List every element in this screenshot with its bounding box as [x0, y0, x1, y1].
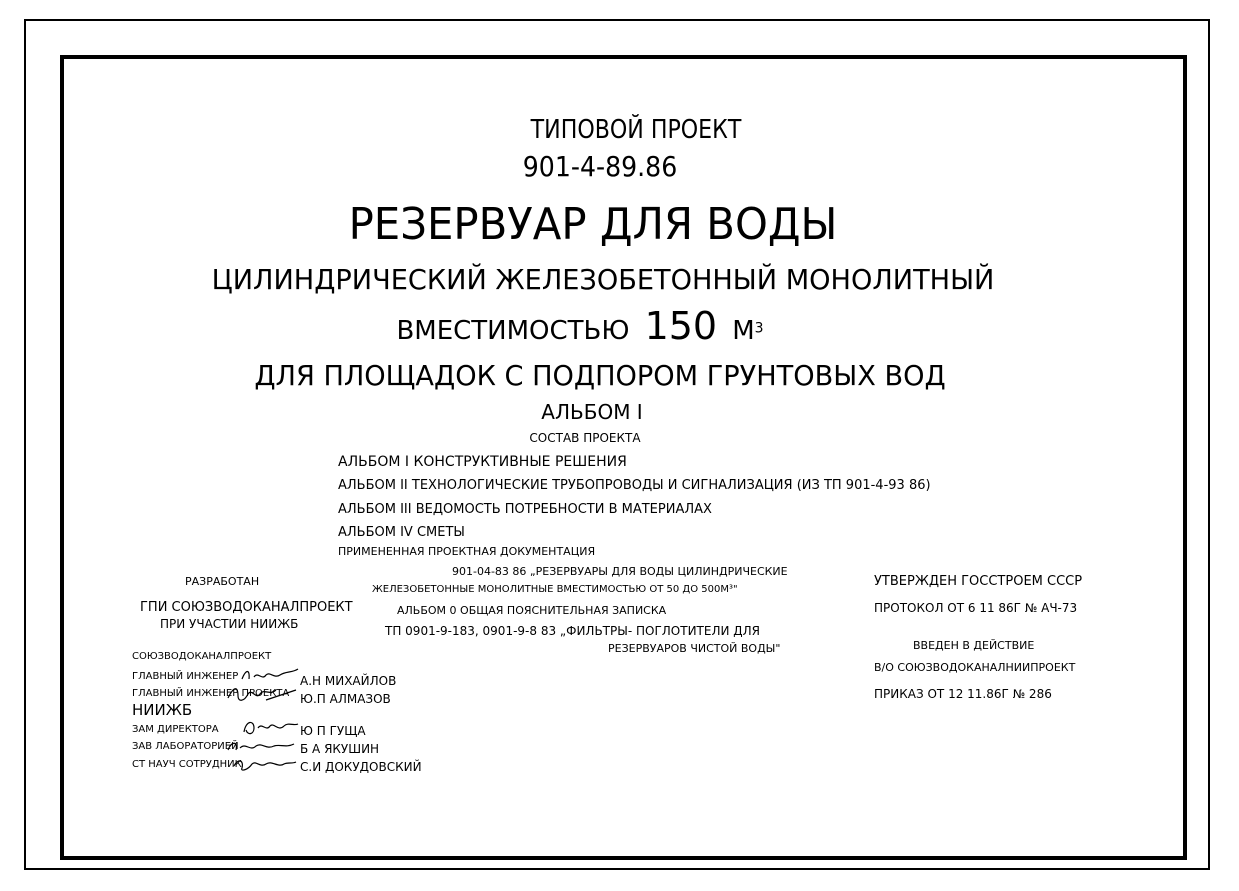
album-item-1: АЛЬБОМ I КОНСТРУКТИВНЫЕ РЕШЕНИЯ: [338, 454, 627, 470]
capacity-value: 150: [644, 304, 718, 348]
signature-5: [232, 754, 298, 774]
signatory-name-1: А.Н МИХАЙЛОВ: [300, 674, 397, 688]
applied-doc-line-1: 901-04-83 86 „РЕЗЕРВУАРЫ ДЛЯ ВОДЫ ЦИЛИНДРИЧЕСКИЕ: [452, 565, 788, 578]
applied-doc-line-4: ТП 0901-9-183, 0901-9-8 83 „ФИЛЬТРЫ- ПОГЛОТИТЕЛИ ДЛЯ: [385, 624, 761, 638]
applied-docs-heading: ПРИМЕНЕННАЯ ПРОЕКТНАЯ ДОКУМЕНТАЦИЯ: [338, 545, 596, 558]
applied-doc-line-3: АЛЬБОМ 0 ОБЩАЯ ПОЯСНИТЕЛЬНАЯ ЗАПИСКА: [397, 604, 667, 617]
subtitle-line-3: ДЛЯ ПЛОЩАДОК С ПОДПОРОМ ГРУНТОВЫХ ВОД: [254, 359, 946, 392]
capacity-unit-sup: 3: [754, 320, 764, 337]
album-item-2: АЛЬБОМ II ТЕХНОЛОГИЧЕСКИЕ ТРУБОПРОВОДЫ И СИГНАЛИЗАЦИЯ (ИЗ ТП 901-4-93 86): [338, 478, 931, 493]
capacity-unit: М: [732, 316, 755, 346]
approval-line-5: ПРИКАЗ ОТ 12 11.86Г № 286: [874, 687, 1052, 701]
album-item-4: АЛЬБОМ IV СМЕТЫ: [338, 525, 465, 540]
capacity-line: [396, 304, 764, 348]
signature-2: [226, 682, 298, 706]
developer-participation: ПРИ УЧАСТИИ НИИЖБ: [160, 617, 299, 631]
signatory-role-3: ЗАМ ДИРЕКТОРА: [132, 724, 219, 735]
subtitle-line-1: ЦИЛИНДРИЧЕСКИЙ ЖЕЛЕЗОБЕТОННЫЙ МОНОЛИТНЫЙ: [211, 263, 995, 296]
album-label: АЛЬБОМ I: [541, 400, 643, 424]
approval-line-3: ВВЕДЕН В ДЕЙСТВИЕ: [913, 639, 1035, 652]
signatory-name-3: Ю П ГУЩА: [300, 724, 366, 738]
signatory-role-2: ГЛАВНЫЙ ИНЖЕНЕР ПРОЕКТА: [132, 688, 290, 699]
applied-doc-line-2: ЖЕЛЕЗОБЕТОННЫЕ МОНОЛИТНЫЕ ВМЕСТИМОСТЬЮ ОТ 50 ДО 500М³": [372, 584, 738, 595]
developer-org: ГПИ СОЮЗВОДОКАНАЛПРОЕКТ: [140, 600, 353, 615]
album-item-3: АЛЬБОМ III ВЕДОМОСТЬ ПОТРЕБНОСТИ В МАТЕРИАЛАХ: [338, 502, 712, 517]
developer-org-2: СОЮЗВОДОКАНАЛПРОЕКТ: [132, 651, 272, 662]
title-line-1: ТИПОВОЙ ПРОЕКТ: [530, 115, 742, 145]
signature-3: [240, 716, 300, 738]
developer-heading: РАЗРАБОТАН: [185, 575, 260, 588]
signatory-name-4: Б А ЯКУШИН: [300, 742, 380, 756]
signatory-role-5: СТ НАУЧ СОТРУДНИК: [132, 759, 242, 770]
approval-line-4: В/О СОЮЗВОДОКАНАЛНИИПРОЕКТ: [874, 661, 1076, 674]
developer-org-3: НИИЖБ: [132, 701, 193, 719]
capacity-prefix: ВМЕСТИМОСТЬЮ: [396, 316, 630, 346]
main-title: РЕЗЕРВУАР ДЛЯ ВОДЫ: [348, 199, 838, 250]
approval-line-1: УТВЕРЖДЕН ГОССТРОЕМ СССР: [874, 574, 1083, 589]
approval-line-2: ПРОТОКОЛ ОТ 6 11 86Г № АЧ-73: [874, 601, 1078, 615]
signatory-name-5: С.И ДОКУДОВСКИЙ: [300, 760, 422, 774]
applied-doc-line-5: РЕЗЕРВУАРОВ ЧИСТОЙ ВОДЫ": [608, 642, 781, 655]
composition-heading: СОСТАВ ПРОЕКТА: [529, 431, 641, 445]
signatory-role-1: ГЛАВНЫЙ ИНЖЕНЕР: [132, 671, 239, 682]
signature-4: [226, 736, 296, 756]
signatory-name-2: Ю.П АЛМАЗОВ: [300, 692, 391, 706]
signatory-role-4: ЗАВ ЛАБОРАТОРИЕЙ: [132, 741, 239, 752]
project-number: 901-4-89.86: [522, 150, 678, 183]
